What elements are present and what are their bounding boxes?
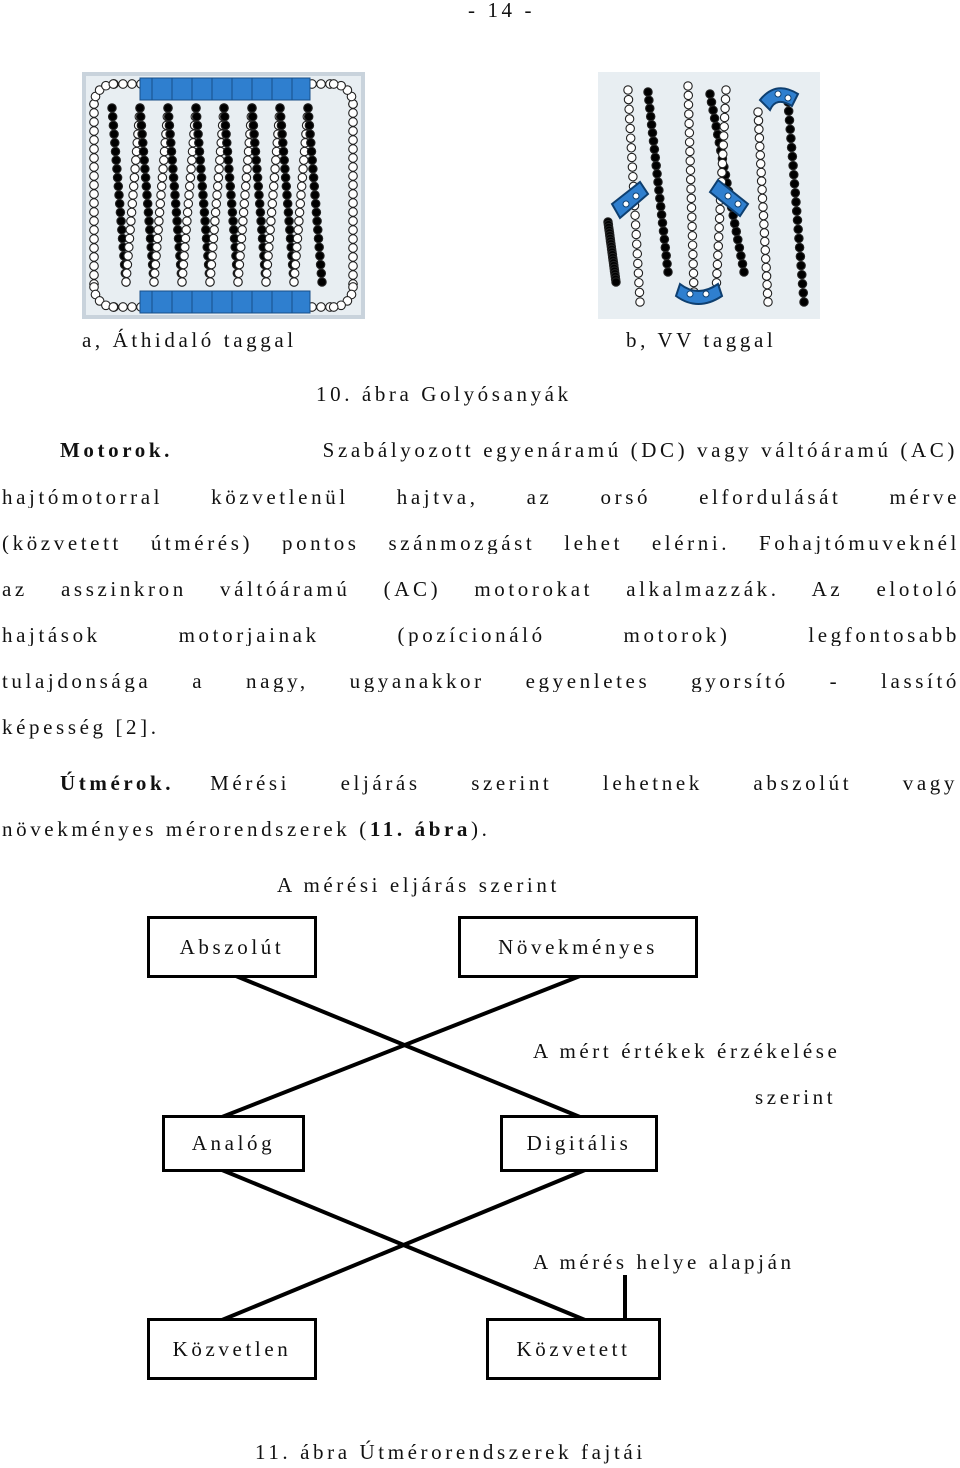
page-number: - 14 - xyxy=(468,0,536,22)
box-absolute xyxy=(147,916,317,978)
figure11-heading: A mérési eljárás szerint xyxy=(277,873,560,897)
box-analog-label: Analóg xyxy=(191,1131,276,1155)
figure11-title: 11. ábra Útmérorendszerek fajtái xyxy=(255,1440,646,1464)
motorok-lead: Motorok. xyxy=(60,438,173,462)
figure10-title: 10. ábra Golyósanyák xyxy=(316,382,572,406)
box-incremental-label: Növekményes xyxy=(498,934,658,959)
box-digital xyxy=(500,1115,658,1172)
utmerok-line2-end: ). xyxy=(471,817,491,841)
box-indirect xyxy=(486,1318,661,1380)
box-indirect-label: Közvetett xyxy=(516,1336,631,1361)
label-location: A mérés helye alapján xyxy=(533,1250,795,1274)
label-sensing-line2: szerint xyxy=(755,1085,837,1109)
box-analog xyxy=(162,1115,305,1172)
utmerok-line2-start: növekményes mérorendszerek ( xyxy=(2,817,370,841)
figure10b-caption: b, VV taggal xyxy=(626,328,777,352)
motorok-line7: képesség [2]. xyxy=(2,715,160,739)
motorok-line1-text: Szabályozott egyenáramú (DC) vagy váltóáramú (AC) xyxy=(322,438,958,462)
figure10a-caption: a, Áthidaló taggal xyxy=(82,328,297,352)
box-incremental xyxy=(458,916,698,978)
utmerok-line1-text: Mérési eljárás szerint lehetnek abszolút vagy xyxy=(210,771,958,795)
motorok-line5: hajtások motorjainak (pozícionáló motorok) legfontosabb xyxy=(2,625,960,646)
box-direct-label: Közvetlen xyxy=(172,1336,292,1361)
utmerok-lead: Útmérok. xyxy=(60,771,175,795)
figure11-reference: 11. ábra xyxy=(369,817,472,841)
motorok-line4: az asszinkron váltóáramú (AC) motorokat alkalmazzák. Az elotoló xyxy=(2,579,960,600)
box-direct xyxy=(147,1318,317,1380)
motorok-line3: (közvetett útmérés) pontos szánmozgást lehet elérni. Fohajtómuveknél xyxy=(2,533,960,554)
motorok-line6: tulajdonsága a nagy, ugyanakkor egyenletes gyorsító - lassító xyxy=(2,671,960,692)
box-absolute-label: Abszolút xyxy=(179,934,285,959)
motorok-line2: hajtómotorral közvetlenül hajtva, az orsó elfordulását mérve xyxy=(2,487,960,508)
label-sensing-line1: A mért értékek érzékelése xyxy=(533,1039,841,1063)
box-digital-label: Digitális xyxy=(526,1131,632,1155)
